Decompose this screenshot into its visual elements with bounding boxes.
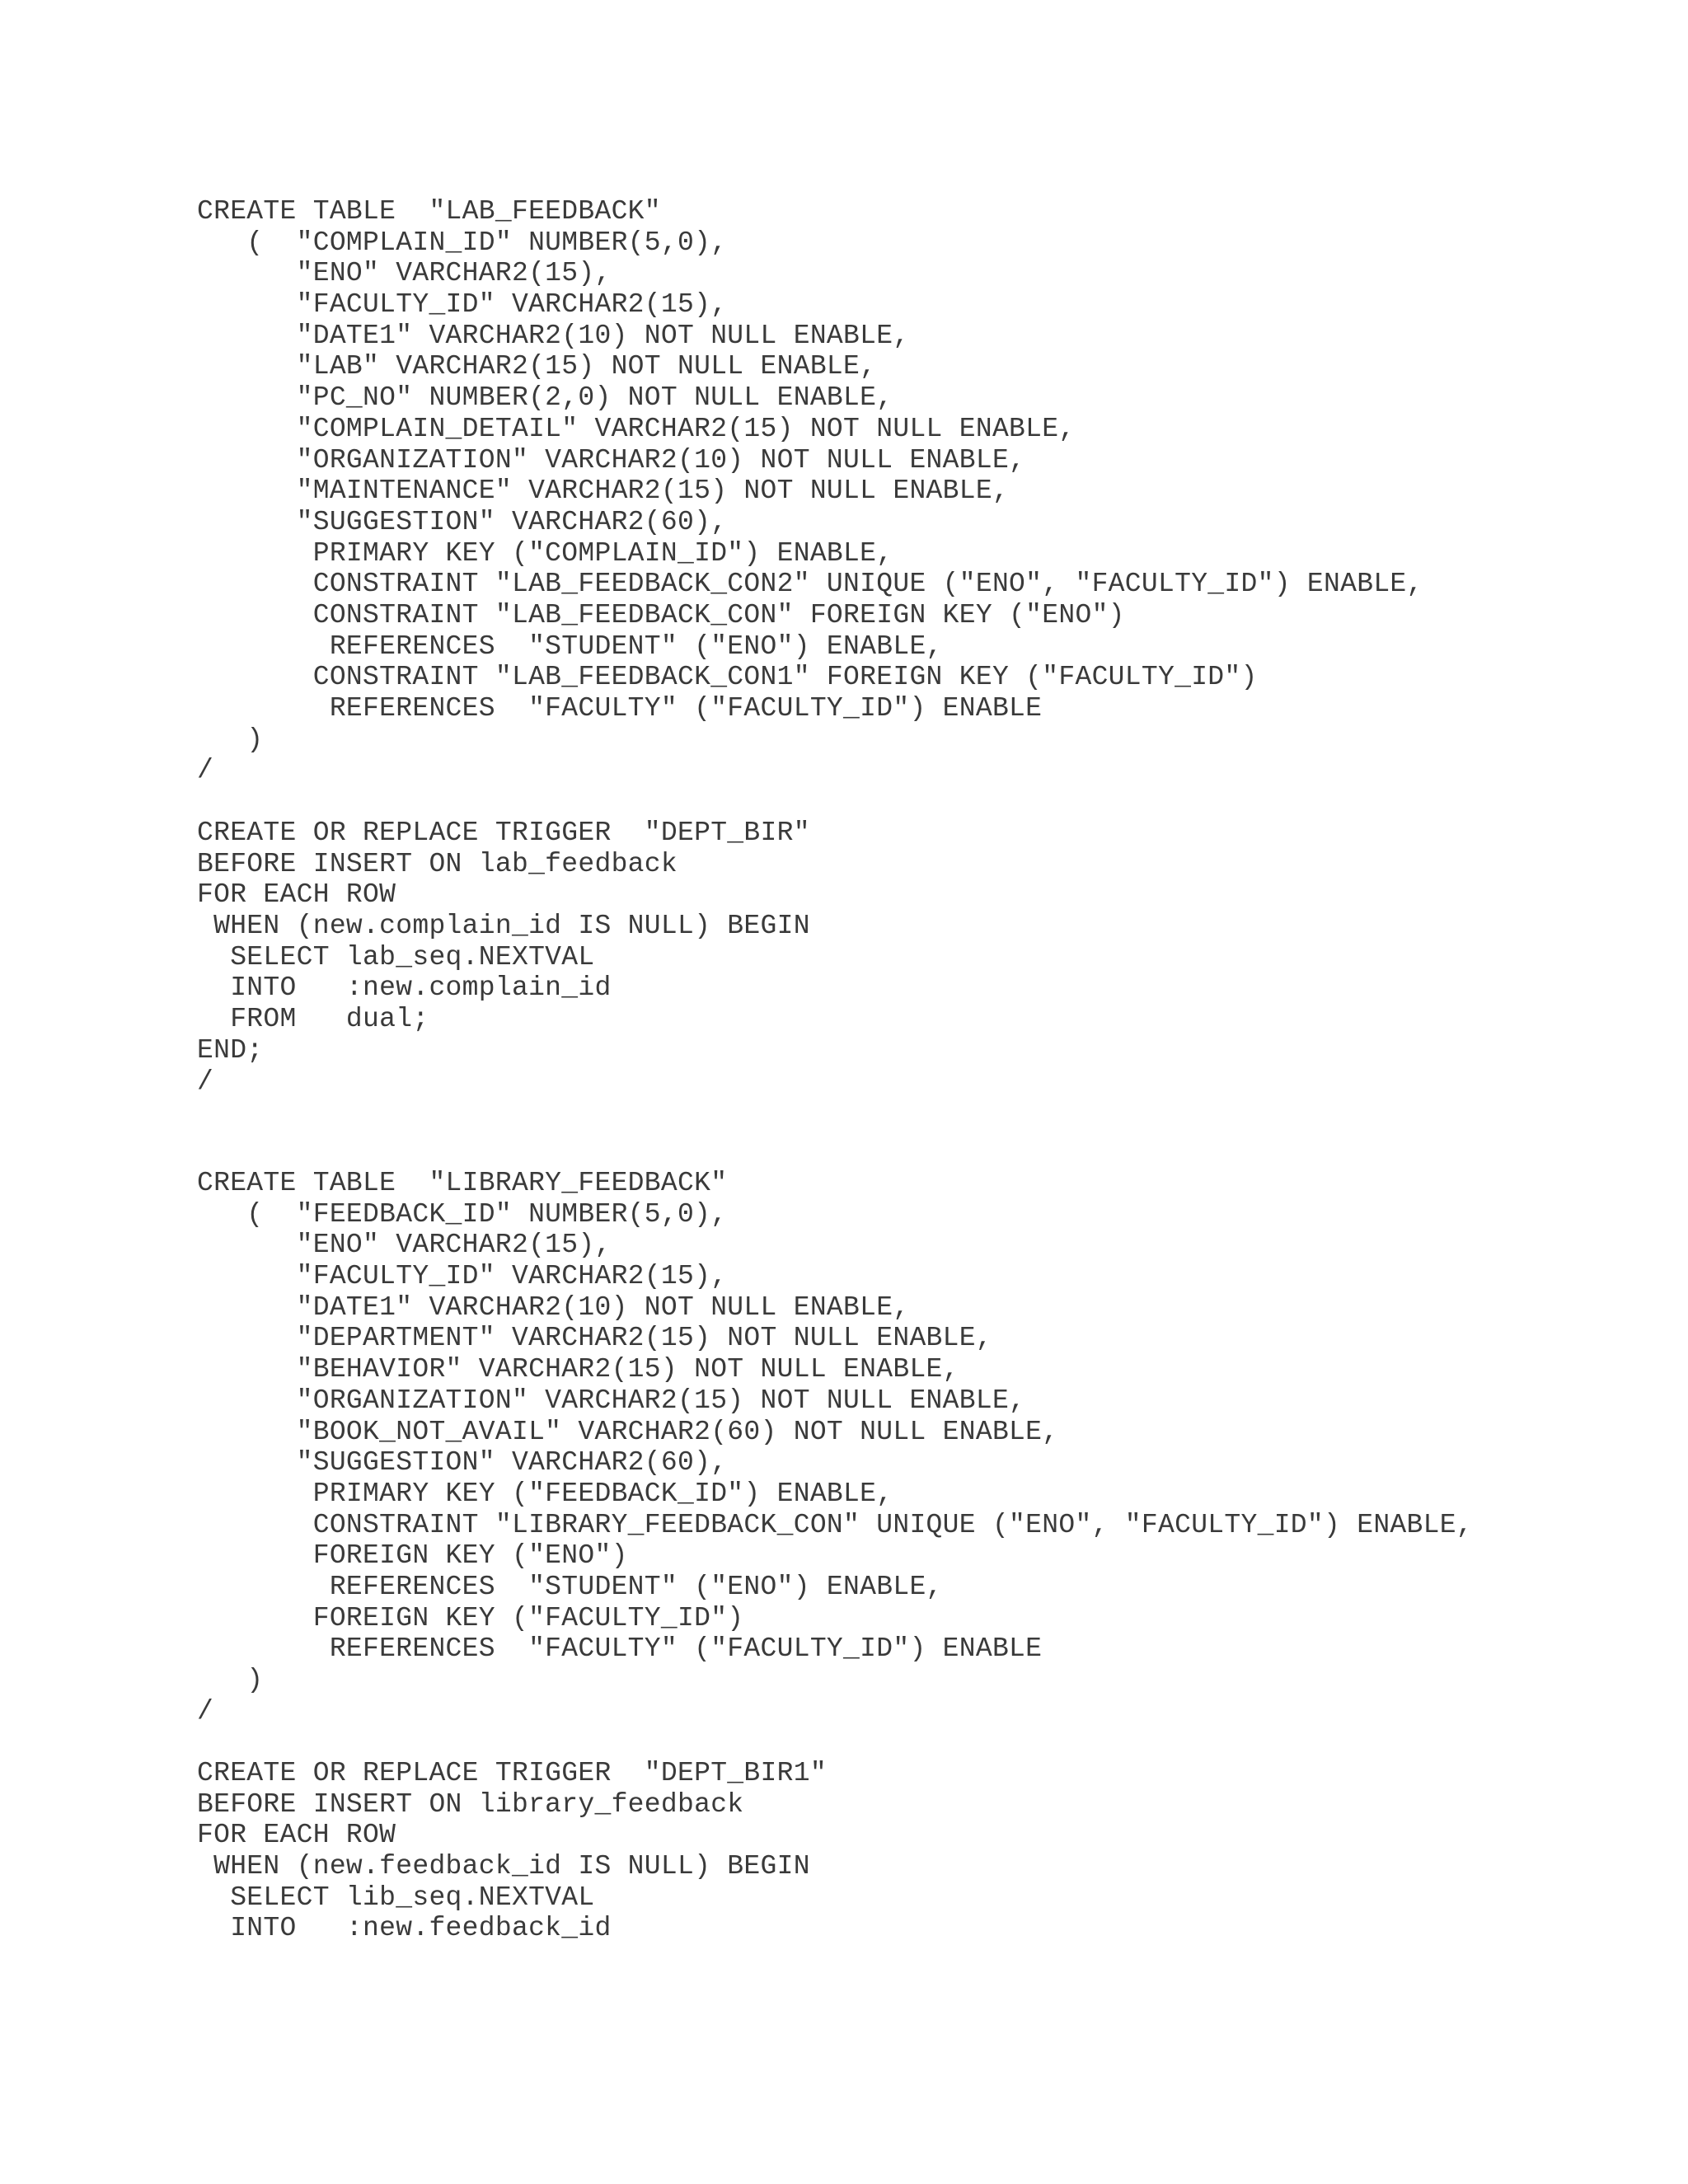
code-line: FOR EACH ROW	[197, 879, 396, 911]
code-line: "SUGGESTION" VARCHAR2(60),	[197, 506, 728, 537]
code-line: FROM dual;	[197, 1004, 429, 1035]
code-line: "BEHAVIOR" VARCHAR2(15) NOT NULL ENABLE,	[197, 1354, 959, 1385]
code-line: BEFORE INSERT ON lab_feedback	[197, 848, 678, 879]
code-line: "MAINTENANCE" VARCHAR2(15) NOT NULL ENABLE,	[197, 476, 1010, 507]
code-line: "FACULTY_ID" VARCHAR2(15),	[197, 1261, 728, 1292]
lab-feedback-table-ddl	[197, 196, 1423, 786]
code-line: REFERENCES "STUDENT" ("ENO") ENABLE,	[197, 1571, 943, 1602]
code-line: /	[197, 1695, 214, 1727]
code-line: "DATE1" VARCHAR2(10) NOT NULL ENABLE,	[197, 1291, 910, 1323]
code-line: "COMPLAIN_DETAIL" VARCHAR2(15) NOT NULL ENABLE,	[197, 413, 1076, 444]
code-line: CONSTRAINT "LAB_FEEDBACK_CON1" FOREIGN KEY ("FACULTY_ID")	[197, 662, 1258, 693]
code-line: CONSTRAINT "LIBRARY_FEEDBACK_CON" UNIQUE ("ENO", "FACULTY_ID") ENABLE,	[197, 1509, 1473, 1540]
code-line: WHEN (new.feedback_id IS NULL) BEGIN	[197, 1851, 810, 1882]
code-line: CREATE TABLE "LAB_FEEDBACK"	[197, 196, 661, 227]
code-line: CONSTRAINT "LAB_FEEDBACK_CON" FOREIGN KEY ("ENO")	[197, 599, 1125, 630]
code-line: "ORGANIZATION" VARCHAR2(10) NOT NULL ENABLE,	[197, 444, 1026, 476]
code-line: REFERENCES "FACULTY" ("FACULTY_ID") ENABLE	[197, 1633, 1043, 1665]
code-line: CREATE OR REPLACE TRIGGER "DEPT_BIR1"	[197, 1758, 827, 1788]
code-line: "SUGGESTION" VARCHAR2(60),	[197, 1447, 728, 1479]
code-line: "DEPARTMENT" VARCHAR2(15) NOT NULL ENABLE,	[197, 1323, 992, 1354]
code-line: "ENO" VARCHAR2(15),	[197, 258, 612, 289]
code-line: WHEN (new.complain_id IS NULL) BEGIN	[197, 911, 810, 942]
code-line: FOR EACH ROW	[197, 1820, 396, 1851]
code-line: FOREIGN KEY ("ENO")	[197, 1540, 628, 1572]
code-line: /	[197, 1066, 214, 1097]
code-line: BEFORE INSERT ON library_feedback	[197, 1788, 744, 1820]
code-line: CREATE TABLE "LIBRARY_FEEDBACK"	[197, 1168, 728, 1198]
code-line: SELECT lib_seq.NEXTVAL	[197, 1882, 595, 1913]
code-line: )	[197, 724, 264, 755]
dept-bir1-trigger-ddl	[197, 1758, 827, 1944]
code-line: END;	[197, 1034, 264, 1066]
code-line: "LAB" VARCHAR2(15) NOT NULL ENABLE,	[197, 351, 877, 382]
dept-bir-trigger-ddl	[197, 818, 810, 1097]
code-line: "ENO" VARCHAR2(15),	[197, 1230, 612, 1261]
code-line: REFERENCES "FACULTY" ("FACULTY_ID") ENABLE	[197, 693, 1043, 724]
code-line: ( "FEEDBACK_ID" NUMBER(5,0),	[197, 1198, 728, 1230]
code-line: )	[197, 1665, 264, 1695]
library-feedback-table-ddl	[197, 1168, 1473, 1727]
code-line: REFERENCES "STUDENT" ("ENO") ENABLE,	[197, 630, 943, 662]
code-line: "BOOK_NOT_AVAIL" VARCHAR2(60) NOT NULL ENABLE,	[197, 1416, 1059, 1447]
code-line: /	[197, 755, 214, 786]
code-line: CREATE OR REPLACE TRIGGER "DEPT_BIR"	[197, 818, 810, 848]
code-line: "PC_NO" NUMBER(2,0) NOT NULL ENABLE,	[197, 382, 893, 414]
code-line: FOREIGN KEY ("FACULTY_ID")	[197, 1602, 744, 1633]
code-line: INTO :new.feedback_id	[197, 1913, 612, 1944]
code-line: PRIMARY KEY ("COMPLAIN_ID") ENABLE,	[197, 537, 893, 569]
code-line: CONSTRAINT "LAB_FEEDBACK_CON2" UNIQUE ("ENO", "FACULTY_ID") ENABLE,	[197, 569, 1423, 600]
code-line: SELECT lab_seq.NEXTVAL	[197, 941, 595, 972]
code-line: "FACULTY_ID" VARCHAR2(15),	[197, 289, 728, 321]
code-line: INTO :new.complain_id	[197, 972, 612, 1004]
code-line: "ORGANIZATION" VARCHAR2(15) NOT NULL ENABLE,	[197, 1385, 1026, 1416]
code-line: ( "COMPLAIN_ID" NUMBER(5,0),	[197, 227, 728, 258]
code-line: PRIMARY KEY ("FEEDBACK_ID") ENABLE,	[197, 1478, 893, 1509]
code-line: "DATE1" VARCHAR2(10) NOT NULL ENABLE,	[197, 320, 910, 351]
